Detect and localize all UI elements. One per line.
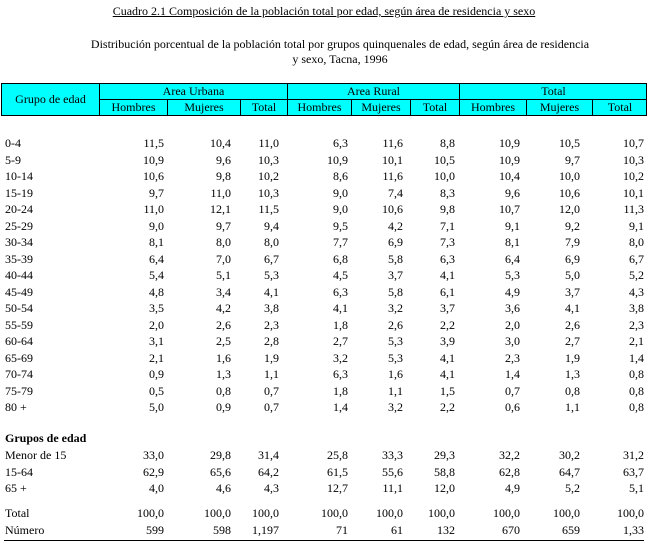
table-row xyxy=(0,185,648,201)
cell-value: 100,0 xyxy=(204,506,231,520)
groups-heading xyxy=(0,430,648,446)
cell-value: 1,4 xyxy=(505,367,520,381)
cell-value: 30,2 xyxy=(559,448,580,462)
table-row xyxy=(0,317,648,333)
cell-value: 0,8 xyxy=(216,383,231,398)
cell-value: 7,0 xyxy=(216,251,231,266)
cell-value: 6,7 xyxy=(629,251,644,266)
cell-value: 0,9 xyxy=(149,367,164,381)
cell-value: 4,0 xyxy=(149,481,164,495)
cell-value: 0,7 xyxy=(264,383,279,398)
cell-value: 11,0 xyxy=(258,136,279,150)
table-row xyxy=(0,135,648,151)
cell-value: 5,1 xyxy=(216,268,231,282)
cell-value: 6,3 xyxy=(333,284,348,299)
table-row xyxy=(0,218,648,234)
cell-value: 8,8 xyxy=(440,136,455,150)
cell-value: 65,6 xyxy=(210,464,231,479)
cell-value: 3,7 xyxy=(388,268,403,282)
cell-value: 10,6 xyxy=(382,202,403,216)
cell-value: 7,9 xyxy=(565,235,580,249)
cell-value: 10,4 xyxy=(210,136,231,150)
cell-value: 5,8 xyxy=(388,284,403,299)
cell-value: 1,8 xyxy=(333,317,348,332)
cell-value: 11,1 xyxy=(382,481,403,495)
subheader-cell: Hombres xyxy=(287,100,351,115)
cell-value: 3,8 xyxy=(264,301,279,315)
cell-value: 29,3 xyxy=(434,448,455,462)
cell-value: 4,9 xyxy=(505,481,520,495)
cell-value: 9,8 xyxy=(216,169,231,183)
cell-value: 1,6 xyxy=(216,350,231,365)
cell-value: 2,7 xyxy=(333,334,348,348)
cell-value: 3,9 xyxy=(440,334,455,348)
row-label: 25-29 xyxy=(5,218,33,233)
row-label: Grupos de edad xyxy=(5,431,87,445)
cell-value: 5,0 xyxy=(565,268,580,282)
cell-value: 64,2 xyxy=(258,464,279,479)
cell-value: 3,2 xyxy=(388,301,403,315)
cell-value: 5,2 xyxy=(629,268,644,282)
cell-value: 10,5 xyxy=(434,152,455,167)
cell-value: 62,8 xyxy=(499,464,520,479)
cell-value: 10,0 xyxy=(434,169,455,183)
cell-value: 0,5 xyxy=(149,383,164,398)
cell-value: 9,7 xyxy=(216,218,231,233)
cell-value: 12,1 xyxy=(210,202,231,216)
cell-value: 61 xyxy=(391,522,403,537)
cell-value: 4,1 xyxy=(565,301,580,315)
cell-value: 5,8 xyxy=(388,251,403,266)
cell-value: 29,8 xyxy=(210,448,231,462)
cell-value: 10,6 xyxy=(143,169,164,183)
cell-value: 1,3 xyxy=(565,367,580,381)
cell-value: 9,1 xyxy=(505,218,520,233)
totals-row xyxy=(0,522,648,538)
row-label: 45-49 xyxy=(5,284,33,299)
cell-value: 0,7 xyxy=(264,400,279,414)
subheader-cell: Total xyxy=(240,100,287,115)
cell-value: 9,8 xyxy=(440,202,455,216)
cell-value: 33,3 xyxy=(382,448,403,462)
bottom-rule xyxy=(4,540,644,541)
cell-value: 7,3 xyxy=(440,235,455,249)
cell-value: 3,6 xyxy=(505,301,520,315)
cell-value: 8,0 xyxy=(629,235,644,249)
cell-value: 0,8 xyxy=(629,400,644,414)
cell-value: 4,9 xyxy=(505,284,520,299)
cell-value: 9,5 xyxy=(333,218,348,233)
cell-value: 1,33 xyxy=(623,522,644,537)
table-row xyxy=(0,350,648,366)
table-row xyxy=(0,251,648,267)
cell-value: 10,2 xyxy=(258,169,279,183)
cell-value: 3,0 xyxy=(505,334,520,348)
header-group-col: Grupo de edad xyxy=(15,92,86,106)
subheader-cell: Mujeres xyxy=(526,100,592,115)
cell-value: 8,1 xyxy=(505,235,520,249)
cell-value: 11,6 xyxy=(382,136,403,150)
cell-value: 3,2 xyxy=(333,350,348,365)
cell-value: 100,0 xyxy=(376,506,403,520)
subheader-cell: Mujeres xyxy=(167,100,240,115)
cell-value: 31,4 xyxy=(258,448,279,462)
cell-value: 8,0 xyxy=(264,235,279,249)
table-row xyxy=(0,383,648,399)
cell-value: 1,1 xyxy=(264,367,279,381)
cell-value: 2,6 xyxy=(216,317,231,332)
cell-value: 5,3 xyxy=(505,268,520,282)
row-label: 30-34 xyxy=(5,235,33,249)
cell-value: 3,5 xyxy=(149,301,164,315)
cell-value: 5,4 xyxy=(149,268,164,282)
cell-value: 9,7 xyxy=(149,185,164,200)
cell-value: 31,2 xyxy=(623,448,644,462)
cell-value: 9,4 xyxy=(264,218,279,233)
table-row xyxy=(0,300,648,316)
cell-value: 659 xyxy=(562,522,580,537)
cell-value: 12,0 xyxy=(434,481,455,495)
cell-value: 4,2 xyxy=(216,301,231,315)
cell-value: 2,5 xyxy=(216,334,231,348)
cell-value: 1,4 xyxy=(629,350,644,365)
cell-value: 11,0 xyxy=(210,185,231,200)
cell-value: 61,5 xyxy=(327,464,348,479)
cell-value: 9,2 xyxy=(565,218,580,233)
cell-value: 10,5 xyxy=(559,136,580,150)
table-row xyxy=(0,152,648,168)
cell-value: 100,0 xyxy=(553,506,580,520)
cell-value: 100,0 xyxy=(321,506,348,520)
cell-value: 3,2 xyxy=(388,400,403,414)
row-label: Número xyxy=(5,522,45,537)
cell-value: 64,7 xyxy=(559,464,580,479)
row-label: 75-79 xyxy=(5,383,33,398)
cell-value: 2,1 xyxy=(629,334,644,348)
cell-value: 1,5 xyxy=(440,383,455,398)
row-label: 35-39 xyxy=(5,251,33,266)
table-row xyxy=(0,234,648,250)
cell-value: 0,9 xyxy=(216,400,231,414)
cell-value: 5,3 xyxy=(388,334,403,348)
cell-value: 2,0 xyxy=(505,317,520,332)
subheader-cell: Hombres xyxy=(459,100,526,115)
cell-value: 9,0 xyxy=(333,185,348,200)
cell-value: 3,7 xyxy=(565,284,580,299)
cell-value: 7,4 xyxy=(388,185,403,200)
row-label: 60-64 xyxy=(5,334,33,348)
cell-value: 10,3 xyxy=(258,152,279,167)
row-label: 5-9 xyxy=(5,152,21,167)
subtitle-line-1: Distribución porcentual de la población total por grupos quinquenales de edad, según área de residencia xyxy=(90,37,590,51)
table-title: Cuadro 2.1 Composición de la población total por edad, según área de residencia y sexo xyxy=(112,4,536,18)
cell-value: 10,3 xyxy=(258,185,279,200)
cell-value: 2,3 xyxy=(505,350,520,365)
cell-value: 8,6 xyxy=(333,169,348,183)
cell-value: 6,3 xyxy=(333,136,348,150)
cell-value: 5,2 xyxy=(565,481,580,495)
cell-value: 6,3 xyxy=(333,367,348,381)
cell-value: 7,1 xyxy=(440,218,455,233)
cell-value: 2,0 xyxy=(149,317,164,332)
cell-value: 6,7 xyxy=(264,251,279,266)
cell-value: 8,1 xyxy=(149,235,164,249)
row-label: Menor de 15 xyxy=(5,448,67,462)
cell-value: 10,2 xyxy=(623,169,644,183)
cell-value: 6,9 xyxy=(565,251,580,266)
table-row xyxy=(0,267,648,283)
header-area-rural: Area Rural xyxy=(287,84,459,100)
row-label: 15-64 xyxy=(5,464,33,479)
subheader-cell: Hombres xyxy=(99,100,167,115)
cell-value: 10,7 xyxy=(623,136,644,150)
cell-value: 10,1 xyxy=(623,185,644,200)
cell-value: 1,8 xyxy=(333,383,348,398)
cell-value: 6,3 xyxy=(440,251,455,266)
cell-value: 100,0 xyxy=(428,506,455,520)
cell-value: 10,7 xyxy=(499,202,520,216)
cell-value: 2,2 xyxy=(440,400,455,414)
row-label: 40-44 xyxy=(5,268,33,282)
cell-value: 100,0 xyxy=(252,506,279,520)
cell-value: 670 xyxy=(502,522,520,537)
subheader-cell: Mujeres xyxy=(351,100,410,115)
cell-value: 62,9 xyxy=(143,464,164,479)
cell-value: 100,0 xyxy=(493,506,520,520)
cell-value: 4,1 xyxy=(440,268,455,282)
cell-value: 10,9 xyxy=(327,152,348,167)
cell-value: 100,0 xyxy=(617,506,644,520)
cell-value: 598 xyxy=(213,522,231,537)
row-label: 10-14 xyxy=(5,169,33,183)
cell-value: 599 xyxy=(146,522,164,537)
header-area-total: Total xyxy=(459,84,647,100)
cell-value: 5,3 xyxy=(388,350,403,365)
header-area-urbana: Area Urbana xyxy=(99,84,287,100)
cell-value: 63,7 xyxy=(623,464,644,479)
subheader-cell: Total xyxy=(592,100,647,115)
cell-value: 9,7 xyxy=(565,152,580,167)
cell-value: 2,6 xyxy=(565,317,580,332)
cell-value: 5,3 xyxy=(264,268,279,282)
row-label: Total xyxy=(5,506,30,520)
table-row xyxy=(0,201,648,217)
row-label: 20-24 xyxy=(5,202,33,216)
cell-value: 25,8 xyxy=(327,448,348,462)
cell-value: 0,8 xyxy=(629,367,644,381)
cell-value: 0,7 xyxy=(505,383,520,398)
cell-value: 5,1 xyxy=(629,481,644,495)
cell-value: 58,8 xyxy=(434,464,455,479)
cell-value: 1,9 xyxy=(565,350,580,365)
row-label: 55-59 xyxy=(5,317,33,332)
cell-value: 3,8 xyxy=(629,301,644,315)
cell-value: 0,6 xyxy=(505,400,520,414)
row-label: 65 + xyxy=(5,481,27,495)
table-subtitle xyxy=(80,37,600,67)
cell-value: 10,9 xyxy=(499,152,520,167)
cell-value: 12,7 xyxy=(327,481,348,495)
table-header xyxy=(1,83,647,116)
cell-value: 2,3 xyxy=(264,317,279,332)
row-label: 65-69 xyxy=(5,350,33,365)
cell-value: 2,6 xyxy=(388,317,403,332)
cell-value: 10,4 xyxy=(499,169,520,183)
cell-value: 3,4 xyxy=(216,284,231,299)
cell-value: 9,1 xyxy=(629,218,644,233)
cell-value: 10,9 xyxy=(143,152,164,167)
cell-value: 10,9 xyxy=(499,136,520,150)
cell-value: 10,0 xyxy=(559,169,580,183)
table-row xyxy=(0,284,648,300)
cell-value: 8,3 xyxy=(440,185,455,200)
cell-value: 132 xyxy=(437,522,455,537)
cell-value: 1,6 xyxy=(388,367,403,381)
subtitle-line-2: y sexo, Tacna, 1996 xyxy=(292,52,388,66)
cell-value: 2,1 xyxy=(149,350,164,365)
cell-value: 11,3 xyxy=(623,202,644,216)
cell-value: 10,3 xyxy=(623,152,644,167)
cell-value: 1,1 xyxy=(565,400,580,414)
cell-value: 0,8 xyxy=(565,383,580,398)
table-row xyxy=(0,464,648,480)
cell-value: 1,3 xyxy=(216,367,231,381)
cell-value: 2,8 xyxy=(264,334,279,348)
cell-value: 6,9 xyxy=(388,235,403,249)
cell-value: 10,6 xyxy=(559,185,580,200)
cell-value: 11,5 xyxy=(258,202,279,216)
cell-value: 4,6 xyxy=(216,481,231,495)
cell-value: 6,4 xyxy=(505,251,520,266)
cell-value: 3,1 xyxy=(149,334,164,348)
cell-value: 3,7 xyxy=(440,301,455,315)
cell-value: 9,0 xyxy=(333,202,348,216)
cell-value: 4,3 xyxy=(264,481,279,495)
cell-value: 4,1 xyxy=(440,367,455,381)
cell-value: 11,0 xyxy=(143,202,164,216)
cell-value: 71 xyxy=(336,522,348,537)
totals-row xyxy=(0,505,648,521)
cell-value: 10,1 xyxy=(382,152,403,167)
table-row xyxy=(0,480,648,496)
cell-value: 4,5 xyxy=(333,268,348,282)
cell-value: 12,0 xyxy=(559,202,580,216)
table-row xyxy=(0,366,648,382)
cell-value: 4,1 xyxy=(440,350,455,365)
row-label: 0-4 xyxy=(5,136,21,150)
cell-value: 1,1 xyxy=(388,383,403,398)
row-label: 70-74 xyxy=(5,367,33,381)
table-row xyxy=(0,168,648,184)
cell-value: 1,197 xyxy=(252,522,279,537)
cell-value: 32,2 xyxy=(499,448,520,462)
cell-value: 100,0 xyxy=(137,506,164,520)
cell-value: 33,0 xyxy=(143,448,164,462)
cell-value: 6,1 xyxy=(440,284,455,299)
cell-value: 9,6 xyxy=(505,185,520,200)
row-label: 50-54 xyxy=(5,301,33,315)
cell-value: 4,3 xyxy=(629,284,644,299)
table-row xyxy=(0,333,648,349)
cell-value: 6,4 xyxy=(149,251,164,266)
cell-value: 2,2 xyxy=(440,317,455,332)
subheader-cell: Total xyxy=(410,100,459,115)
cell-value: 11,6 xyxy=(382,169,403,183)
table-row xyxy=(0,447,648,463)
cell-value: 4,1 xyxy=(333,301,348,315)
cell-value: 7,7 xyxy=(333,235,348,249)
cell-value: 2,7 xyxy=(565,334,580,348)
cell-value: 55,6 xyxy=(382,464,403,479)
cell-value: 9,6 xyxy=(216,152,231,167)
row-label: 15-19 xyxy=(5,185,33,200)
cell-value: 5,0 xyxy=(149,400,164,414)
cell-value: 4,8 xyxy=(149,284,164,299)
cell-value: 1,4 xyxy=(333,400,348,414)
cell-value: 11,5 xyxy=(143,136,164,150)
cell-value: 6,8 xyxy=(333,251,348,266)
cell-value: 9,0 xyxy=(149,218,164,233)
cell-value: 4,1 xyxy=(264,284,279,299)
cell-value: 8,0 xyxy=(216,235,231,249)
cell-value: 1,9 xyxy=(264,350,279,365)
cell-value: 0,8 xyxy=(629,383,644,398)
table-row xyxy=(0,399,648,415)
cell-value: 2,3 xyxy=(629,317,644,332)
cell-value: 4,2 xyxy=(388,218,403,233)
row-label: 80 + xyxy=(5,400,27,414)
